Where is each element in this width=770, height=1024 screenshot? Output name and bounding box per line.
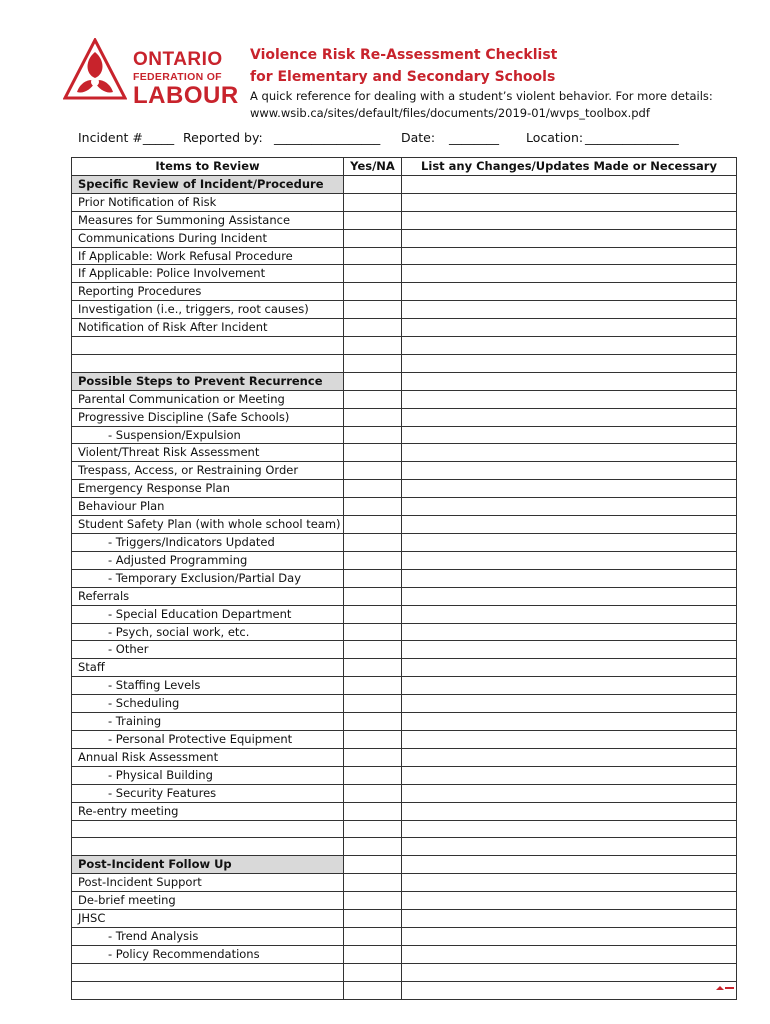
changes-cell[interactable]: [402, 337, 737, 355]
section-header-row: [72, 372, 737, 390]
review-item: Prior Notification of Risk: [72, 193, 344, 211]
review-item: - Scheduling: [72, 695, 344, 713]
yes-na-cell[interactable]: [344, 372, 402, 390]
yes-na-cell[interactable]: [344, 659, 402, 677]
changes-cell[interactable]: [402, 354, 737, 372]
yes-na-cell[interactable]: [344, 301, 402, 319]
review-item: - Other: [72, 641, 344, 659]
review-item: [72, 337, 344, 355]
yes-na-cell[interactable]: [344, 265, 402, 283]
review-item: Staff: [72, 659, 344, 677]
yes-na-cell[interactable]: [344, 408, 402, 426]
table-row: [72, 283, 737, 301]
section-header-row: [72, 856, 737, 874]
table-row: [72, 695, 737, 713]
checklist-body: [72, 175, 737, 999]
subtitle-line-1: A quick reference for dealing with a student’s violent behavior. For more details:: [250, 89, 713, 103]
yes-na-cell[interactable]: [344, 856, 402, 874]
changes-cell[interactable]: [402, 856, 737, 874]
table-row: [72, 910, 737, 928]
changes-cell[interactable]: [402, 534, 737, 552]
changes-cell[interactable]: [402, 659, 737, 677]
table-row: [72, 534, 737, 552]
table-row: [72, 390, 737, 408]
logo-line-federation: FEDERATION OF: [133, 71, 222, 83]
changes-cell[interactable]: [402, 766, 737, 784]
changes-cell[interactable]: [402, 587, 737, 605]
changes-cell[interactable]: [402, 175, 737, 193]
yes-na-cell[interactable]: [344, 534, 402, 552]
review-item: - Policy Recommendations: [72, 945, 344, 963]
reported-by-field[interactable]: _________________: [274, 130, 381, 145]
yes-na-cell[interactable]: [344, 283, 402, 301]
yes-na-cell[interactable]: [344, 766, 402, 784]
review-item: Parental Communication or Meeting: [72, 390, 344, 408]
changes-cell[interactable]: [402, 945, 737, 963]
review-item: Student Safety Plan (with whole school team): [72, 516, 344, 534]
page-title: [250, 44, 557, 88]
changes-cell[interactable]: [402, 265, 737, 283]
yes-na-cell[interactable]: [344, 820, 402, 838]
changes-cell[interactable]: [402, 301, 737, 319]
changes-cell[interactable]: [402, 247, 737, 265]
review-item: Measures for Summoning Assistance: [72, 211, 344, 229]
yes-na-cell[interactable]: [344, 480, 402, 498]
table-row: [72, 408, 737, 426]
changes-cell[interactable]: [402, 569, 737, 587]
table-row: [72, 229, 737, 247]
yes-na-cell[interactable]: [344, 748, 402, 766]
changes-cell[interactable]: [402, 551, 737, 569]
review-item: - Training: [72, 713, 344, 731]
changes-cell[interactable]: [402, 730, 737, 748]
table-row: [72, 587, 737, 605]
table-row: [72, 551, 737, 569]
col-yes-na-header: Yes/NA: [344, 158, 402, 176]
changes-cell[interactable]: [402, 802, 737, 820]
changes-cell[interactable]: [402, 963, 737, 981]
review-item: - Temporary Exclusion/Partial Day: [72, 569, 344, 587]
yes-na-cell[interactable]: [344, 516, 402, 534]
changes-cell[interactable]: [402, 748, 737, 766]
table-row: [72, 426, 737, 444]
review-item: Annual Risk Assessment: [72, 748, 344, 766]
changes-cell[interactable]: [402, 372, 737, 390]
yes-na-cell[interactable]: [344, 838, 402, 856]
review-item: - Security Features: [72, 784, 344, 802]
yes-na-cell[interactable]: [344, 551, 402, 569]
yes-na-cell[interactable]: [344, 981, 402, 999]
changes-cell[interactable]: [402, 605, 737, 623]
table-row: [72, 480, 737, 498]
yes-na-cell[interactable]: [344, 695, 402, 713]
table-row: [72, 247, 737, 265]
section-title: Possible Steps to Prevent Recurrence: [72, 372, 344, 390]
changes-cell[interactable]: [402, 498, 737, 516]
table-row: [72, 766, 737, 784]
table-row: [72, 211, 737, 229]
changes-cell[interactable]: [402, 623, 737, 641]
yes-na-cell[interactable]: [344, 498, 402, 516]
changes-cell[interactable]: [402, 319, 737, 337]
table-row: [72, 337, 737, 355]
table-row: [72, 748, 737, 766]
review-item: Communications During Incident: [72, 229, 344, 247]
review-item: - Staffing Levels: [72, 677, 344, 695]
yes-na-cell[interactable]: [344, 963, 402, 981]
review-item: Referrals: [72, 587, 344, 605]
ofl-logo: [63, 38, 243, 108]
table-row: [72, 659, 737, 677]
changes-cell[interactable]: [402, 910, 737, 928]
table-row: [72, 820, 737, 838]
yes-na-cell[interactable]: [344, 892, 402, 910]
yes-na-cell[interactable]: [344, 730, 402, 748]
watermark-badge-icon: [714, 984, 736, 992]
review-item: - Special Education Department: [72, 605, 344, 623]
yes-na-cell[interactable]: [344, 462, 402, 480]
trillium-logo-icon: [63, 38, 127, 104]
yes-na-cell[interactable]: [344, 319, 402, 337]
review-item: Trespass, Access, or Restraining Order: [72, 462, 344, 480]
changes-cell[interactable]: [402, 462, 737, 480]
changes-cell[interactable]: [402, 516, 737, 534]
yes-na-cell[interactable]: [344, 623, 402, 641]
table-row: [72, 927, 737, 945]
date-label: Date:: [401, 130, 436, 145]
table-row: [72, 892, 737, 910]
table-row: [72, 641, 737, 659]
yes-na-cell[interactable]: [344, 211, 402, 229]
yes-na-cell[interactable]: [344, 247, 402, 265]
table-row: [72, 569, 737, 587]
yes-na-cell[interactable]: [344, 641, 402, 659]
table-row: [72, 516, 737, 534]
logo-line-ontario: ONTARIO: [133, 49, 223, 70]
yes-na-cell[interactable]: [344, 175, 402, 193]
review-item: [72, 354, 344, 372]
yes-na-cell[interactable]: [344, 569, 402, 587]
changes-cell[interactable]: [402, 408, 737, 426]
review-item: Notification of Risk After Incident: [72, 319, 344, 337]
table-row: [72, 981, 737, 999]
table-row: [72, 623, 737, 641]
title-line-2: for Elementary and Secondary Schools: [250, 69, 556, 85]
table-row: [72, 874, 737, 892]
table-row: [72, 677, 737, 695]
review-item: If Applicable: Police Involvement: [72, 265, 344, 283]
review-item: [72, 820, 344, 838]
changes-cell[interactable]: [402, 784, 737, 802]
yes-na-cell[interactable]: [344, 784, 402, 802]
review-item: - Physical Building: [72, 766, 344, 784]
changes-cell[interactable]: [402, 211, 737, 229]
checklist-table: [71, 157, 737, 1000]
table-row: [72, 354, 737, 372]
changes-cell[interactable]: [402, 283, 737, 301]
location-label: Location:: [526, 130, 584, 145]
review-item: De-brief meeting: [72, 892, 344, 910]
review-item: - Adjusted Programming: [72, 551, 344, 569]
table-row: [72, 713, 737, 731]
reported-by-label: Reported by:: [183, 130, 263, 145]
changes-cell[interactable]: [402, 892, 737, 910]
changes-cell[interactable]: [402, 444, 737, 462]
logo-line-labour: LABOUR: [133, 82, 239, 109]
changes-cell[interactable]: [402, 838, 737, 856]
table-row: [72, 462, 737, 480]
table-row: [72, 265, 737, 283]
table-row: [72, 963, 737, 981]
yes-na-cell[interactable]: [344, 927, 402, 945]
table-row: [72, 301, 737, 319]
location-field[interactable]: _______________: [585, 130, 679, 145]
changes-cell[interactable]: [402, 820, 737, 838]
changes-cell[interactable]: [402, 193, 737, 211]
review-item: If Applicable: Work Refusal Procedure: [72, 247, 344, 265]
incident-number-field[interactable]: Incident #_____: [78, 130, 175, 145]
section-header-row: [72, 175, 737, 193]
yes-na-cell[interactable]: [344, 193, 402, 211]
table-row: [72, 605, 737, 623]
table-row: [72, 498, 737, 516]
table-row: [72, 444, 737, 462]
review-item: - Personal Protective Equipment: [72, 730, 344, 748]
review-item: Emergency Response Plan: [72, 480, 344, 498]
subtitle-line-2: www.wsib.ca/sites/default/files/documents/2019-01/wvps_toolbox.pdf: [250, 106, 650, 120]
review-item: [72, 963, 344, 981]
changes-cell[interactable]: [402, 480, 737, 498]
review-item: Investigation (i.e., triggers, root causes): [72, 301, 344, 319]
review-item: Reporting Procedures: [72, 283, 344, 301]
changes-cell[interactable]: [402, 874, 737, 892]
col-items-header: Items to Review: [72, 158, 344, 176]
review-item: Re-entry meeting: [72, 802, 344, 820]
yes-na-cell[interactable]: [344, 677, 402, 695]
yes-na-cell[interactable]: [344, 444, 402, 462]
table-row: [72, 784, 737, 802]
changes-cell[interactable]: [402, 927, 737, 945]
review-item: [72, 981, 344, 999]
yes-na-cell[interactable]: [344, 945, 402, 963]
table-row: [72, 838, 737, 856]
yes-na-cell[interactable]: [344, 354, 402, 372]
page-subtitle: [250, 88, 720, 122]
yes-na-cell[interactable]: [344, 802, 402, 820]
changes-cell[interactable]: [402, 713, 737, 731]
section-title: Specific Review of Incident/Procedure: [72, 175, 344, 193]
yes-na-cell[interactable]: [344, 910, 402, 928]
review-item: Violent/Threat Risk Assessment: [72, 444, 344, 462]
table-row: [72, 945, 737, 963]
yes-na-cell[interactable]: [344, 426, 402, 444]
col-changes-header: List any Changes/Updates Made or Necessary: [402, 158, 737, 176]
date-field[interactable]: ________: [449, 130, 499, 145]
yes-na-cell[interactable]: [344, 337, 402, 355]
changes-cell[interactable]: [402, 641, 737, 659]
table-header-row: [72, 158, 737, 176]
changes-cell[interactable]: [402, 229, 737, 247]
changes-cell[interactable]: [402, 981, 737, 999]
review-item: JHSC: [72, 910, 344, 928]
review-item: Progressive Discipline (Safe Schools): [72, 408, 344, 426]
section-title: Post-Incident Follow Up: [72, 856, 344, 874]
changes-cell[interactable]: [402, 677, 737, 695]
yes-na-cell[interactable]: [344, 605, 402, 623]
yes-na-cell[interactable]: [344, 713, 402, 731]
yes-na-cell[interactable]: [344, 390, 402, 408]
yes-na-cell[interactable]: [344, 587, 402, 605]
changes-cell[interactable]: [402, 695, 737, 713]
review-item: - Triggers/Indicators Updated: [72, 534, 344, 552]
changes-cell[interactable]: [402, 390, 737, 408]
changes-cell[interactable]: [402, 426, 737, 444]
review-item: - Psych, social work, etc.: [72, 623, 344, 641]
table-row: [72, 730, 737, 748]
table-row: [72, 802, 737, 820]
review-item: - Suspension/Expulsion: [72, 426, 344, 444]
yes-na-cell[interactable]: [344, 229, 402, 247]
table-row: [72, 319, 737, 337]
review-item: Behaviour Plan: [72, 498, 344, 516]
review-item: - Trend Analysis: [72, 927, 344, 945]
review-item: [72, 838, 344, 856]
yes-na-cell[interactable]: [344, 874, 402, 892]
title-line-1: Violence Risk Re-Assessment Checklist: [250, 47, 558, 63]
table-row: [72, 193, 737, 211]
review-item: Post-Incident Support: [72, 874, 344, 892]
